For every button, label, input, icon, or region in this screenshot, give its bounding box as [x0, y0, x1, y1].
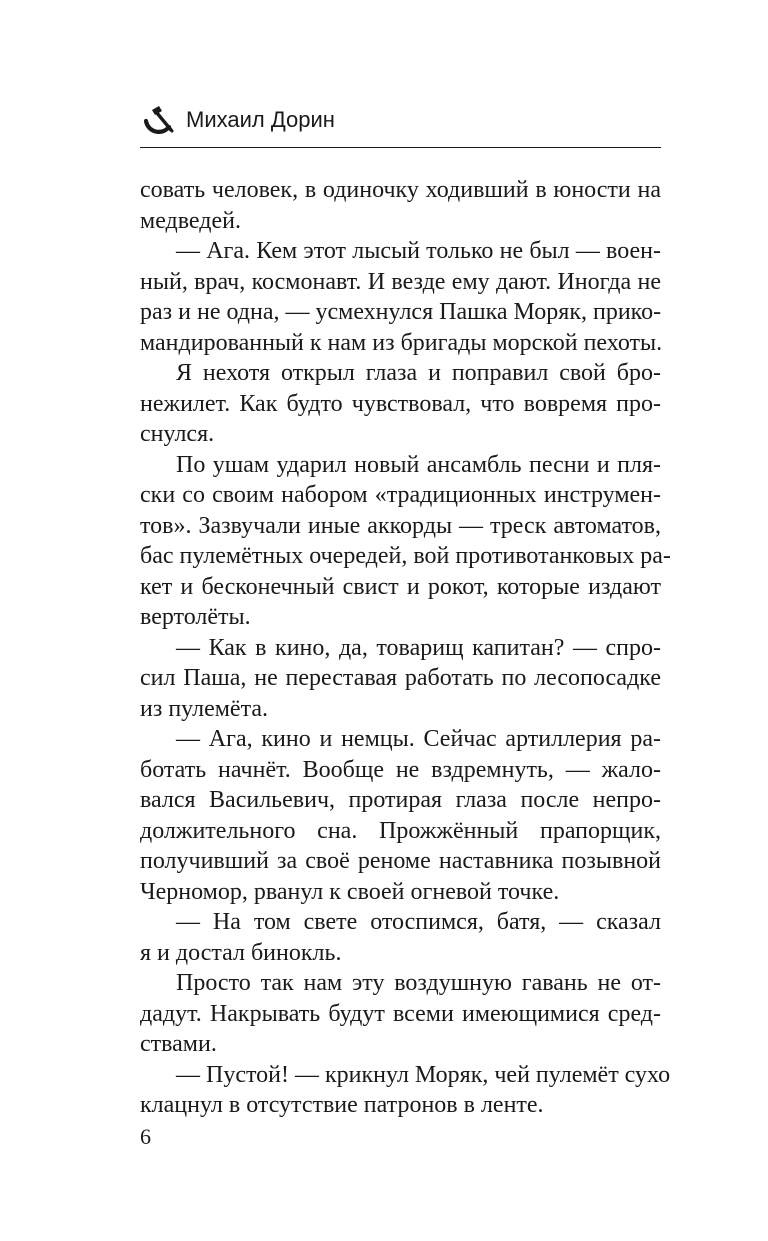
text-line: должительного сна. Прожжённый прапорщик, — [140, 817, 661, 844]
text-line: ный, врач, космонавт. И везде ему дают. Иногда не — [140, 268, 661, 295]
text-line: ботать начнёт. Вообще не вздремнуть, — жало- — [140, 756, 661, 783]
text-line: медведей. — [140, 207, 241, 234]
body-text — [140, 175, 671, 1121]
text-line: ствами. — [140, 1031, 217, 1057]
text-line: сил Паша, не переставая работать по лесопосадке — [140, 665, 661, 691]
text-line: Черномор, рванул к своей огневой точке. — [140, 878, 560, 905]
text-line: дадут. Накрывать будут всеми имеющимися сред- — [140, 1000, 661, 1027]
text-line: Я нехотя открыл глаза и поправил свой бро- — [176, 360, 661, 386]
text-line: бас пулемётных очередей, вой противотанковых ра- — [140, 543, 671, 569]
header-rule — [140, 147, 661, 148]
text-line: получивший за своё реноме наставника позывной — [140, 848, 661, 874]
text-line: — Ага. Кем этот лысый только не был — воен- — [176, 238, 661, 264]
text-line: раз и не одна, — усмехнулся Пашка Моряк, прико- — [140, 299, 662, 325]
text-line: мандированный к нам из бригады морской пехоты. — [140, 329, 663, 356]
text-line: — Как в кино, да, товарищ капитан? — спро- — [176, 634, 661, 661]
hammer-and-sickle-icon — [140, 103, 176, 137]
author-name: Михаил Дорин — [186, 107, 335, 132]
text-line: вался Васильевич, протирая глаза после непро- — [140, 787, 661, 813]
text-line: тов». Зазвучали иные аккорды — треск автоматов, — [140, 512, 661, 539]
text-line: — На том свете отоспимся, батя, — сказал — [176, 909, 661, 935]
text-line: клацнул в отсутствие патронов в ленте. — [140, 1092, 544, 1118]
text-line: кет и бесконечный свист и рокот, которые издают — [140, 573, 661, 600]
text-line: из пулемёта. — [140, 695, 269, 722]
text-line: По ушам ударил новый ансамбль песни и пля- — [176, 451, 661, 478]
text-line: — Ага, кино и немцы. Сейчас артиллерия ра- — [176, 726, 661, 752]
text-line: совать человек, в одиночку ходивший в юности на — [140, 177, 661, 203]
text-line: я и достал бинокль. — [140, 939, 342, 966]
text-line: — Пустой! — крикнул Моряк, чей пулемёт сухо — [176, 1061, 671, 1088]
running-header — [140, 103, 660, 139]
text-line: Просто так нам эту воздушную гавань не от- — [176, 970, 661, 996]
text-line: нежилет. Как будто чувствовал, что вовремя про- — [140, 390, 661, 417]
text-line: снулся. — [140, 421, 215, 447]
text-line: вертолёты. — [140, 604, 251, 630]
page-number: 6 — [140, 1124, 151, 1149]
text-line: ски со своим набором «традиционных инструмен- — [140, 482, 661, 508]
